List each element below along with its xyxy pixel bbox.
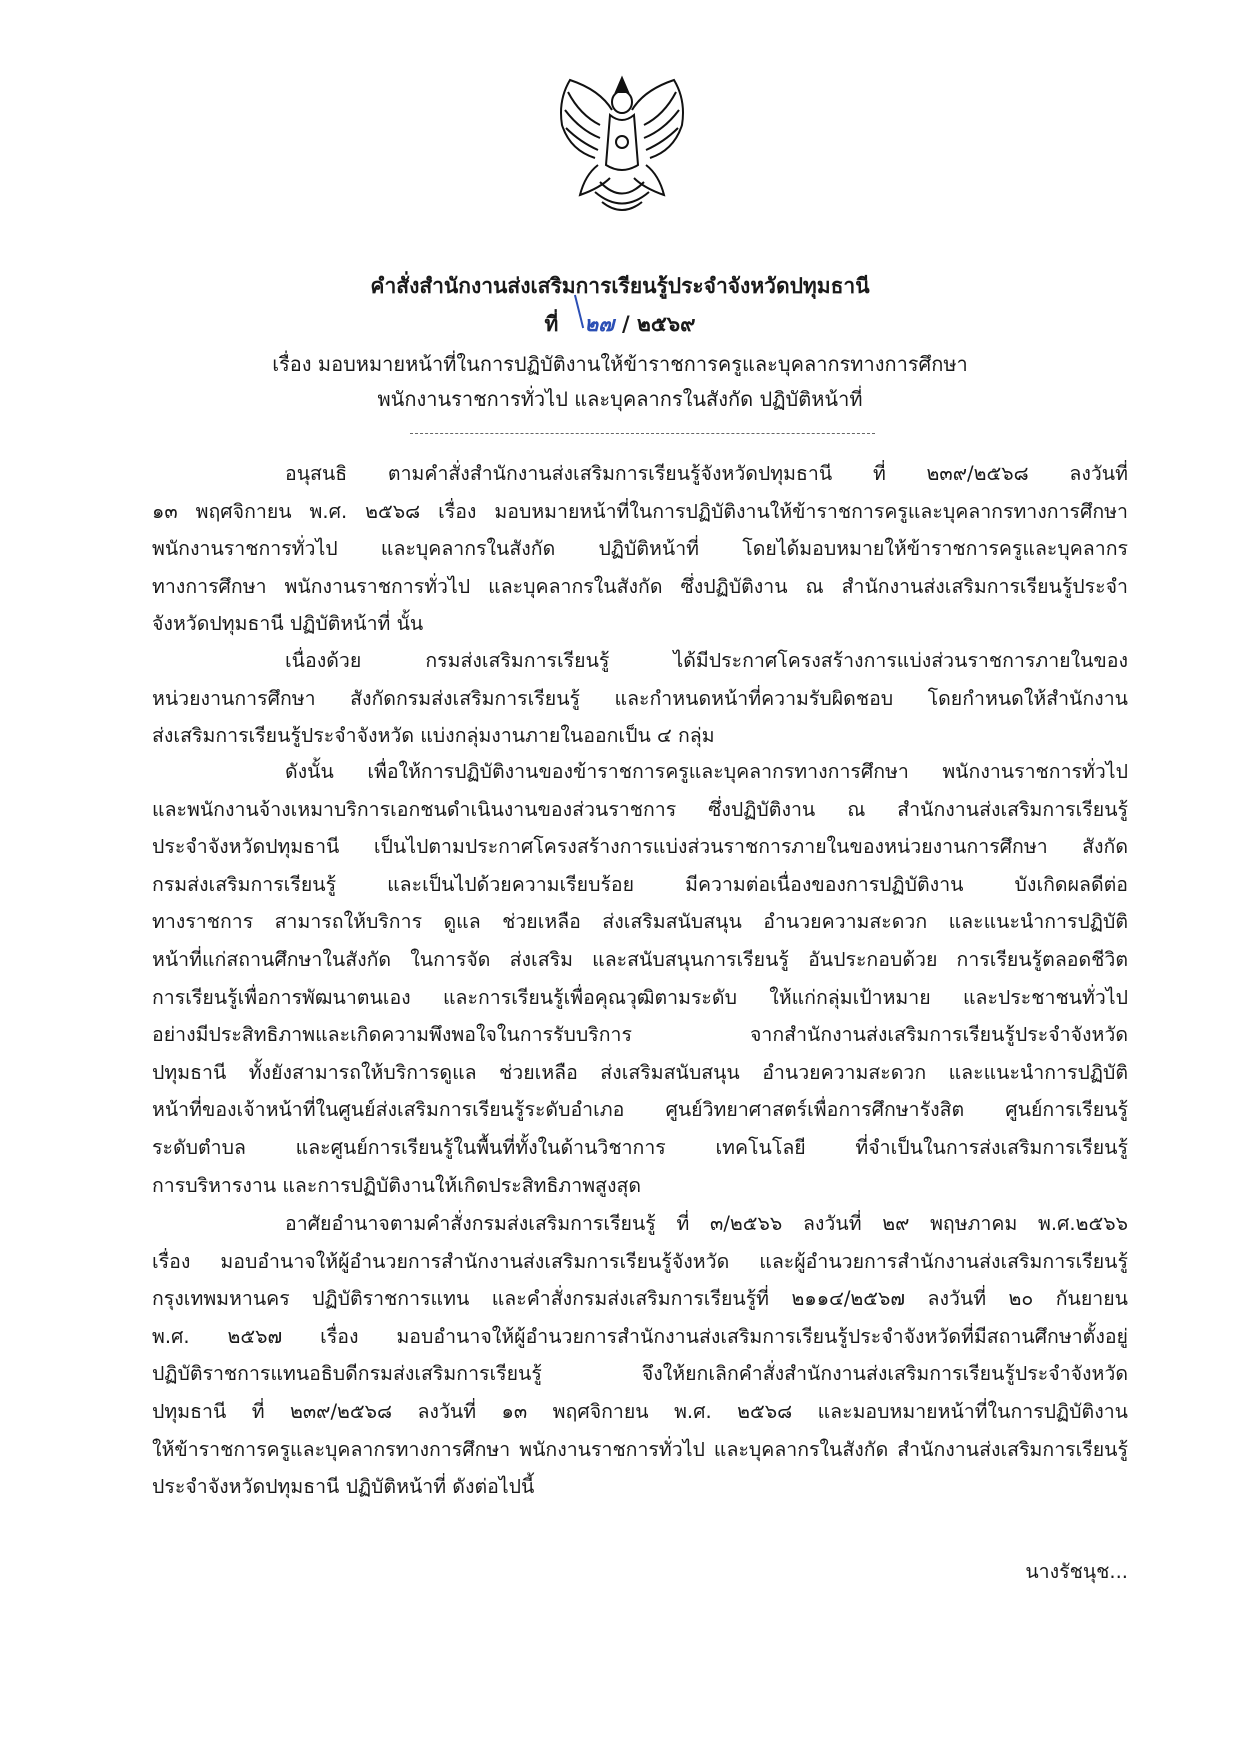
- paragraph-line: กรุงเทพมหานคร ปฏิบัติราชการแทน และคำสั่งกรมส่งเสริมการเรียนรู้ที่ ๒๑๑๔/๒๕๖๗ ลงวันที่ ๒๐ กันยายน: [152, 1287, 1128, 1311]
- paragraph-line: ๑๓ พฤศจิกายน พ.ศ. ๒๕๖๘ เรื่อง มอบหมายหน้าที่ในการปฏิบัติงานให้ข้าราชการครูและบุคลากรทางการศึกษา: [152, 499, 1128, 523]
- paragraph-line: ส่งเสริมการเรียนรู้ประจำจังหวัด แบ่งกลุ่มงานภายในออกเป็น ๔ กลุ่ม: [152, 724, 715, 748]
- paragraph-line: อาศัยอำนาจตามคำสั่งกรมส่งเสริมการเรียนรู้ ที่ ๓/๒๕๖๖ ลงวันที่ ๒๙ พฤษภาคม พ.ศ.๒๕๖๖: [285, 1212, 1128, 1235]
- paragraph-line: หน้าที่ของเจ้าหน้าที่ในศูนย์ส่งเสริมการเรียนรู้ระดับอำเภอ ศูนย์วิทยาศาสตร์เพื่อการศึกษารังสิต ศูนย์การเรียนรู้: [152, 1098, 1128, 1122]
- paragraph-line: กรมส่งเสริมการเรียนรู้ และเป็นไปด้วยความเรียบร้อย มีความต่อเนื่องของการปฏิบัติงาน บังเกิดผลดีต่อ: [152, 872, 1128, 896]
- paragraph-line: เนื่องด้วย กรมส่งเสริมการเรียนรู้ ได้มีประกาศโครงสร้างการแบ่งส่วนราชการภายในของ: [285, 649, 1128, 672]
- paragraph-line: เรื่อง มอบอำนาจให้ผู้อำนวยการสำนักงานส่งเสริมการเรียนรู้จังหวัด และผู้อำนวยการสำนักงานส่งเสริมการเรียนรู้: [152, 1249, 1128, 1273]
- paragraph-line: ระดับตำบล และศูนย์การเรียนรู้ในพื้นที่ทั้งในด้านวิชาการ เทคโนโลยี ที่จำเป็นในการส่งเสริมการเรียนรู้: [152, 1136, 1128, 1159]
- order-number: [0, 308, 1240, 341]
- paragraph-line: พนักงานราชการทั่วไป และบุคลากรในสังกัด ปฏิบัติหน้าที่ โดยได้มอบหมายให้ข้าราชการครูและบุคลากร: [152, 537, 1128, 561]
- paragraph-line: การบริหารงาน และการปฏิบัติงานให้เกิดประสิทธิภาพสูงสุด: [152, 1173, 642, 1197]
- page-continuation: นางรัชนุช...: [1025, 1560, 1128, 1583]
- paragraph-line: และพนักงานจ้างเหมาบริการเอกชนดำเนินงานของส่วนราชการ ซึ่งปฏิบัติงาน ณ สำนักงานส่งเสริมการเรียนรู้: [152, 797, 1128, 821]
- subject-line-1: เรื่อง มอบหมายหน้าที่ในการปฏิบัติงานให้ข้าราชการครูและบุคลากรทางการศึกษา: [272, 352, 968, 376]
- subject-line-2: พนักงานราชการทั่วไป และบุคลากรในสังกัด ปฏิบัติหน้าที่: [377, 387, 863, 411]
- paragraph-line: หน่วยงานการศึกษา สังกัดกรมส่งเสริมการเรียนรู้ และกำหนดหน้าที่ความรับผิดชอบ โดยกำหนดให้สำนักงาน: [152, 686, 1128, 710]
- paragraph-line: อย่างมีประสิทธิภาพและเกิดความพึงพอใจในการรับบริการ จากสำนักงานส่งเสริมการเรียนรู้ประจำจังหวัด: [152, 1023, 1128, 1047]
- paragraph-line: ดังนั้น เพื่อให้การปฏิบัติงานของข้าราชการครูและบุคลากรทางการศึกษา พนักงานราชการทั่วไป: [285, 760, 1128, 783]
- paragraph-line: ประจำจังหวัดปทุมธานี เป็นไปตามประกาศโครงสร้างการแบ่งส่วนราชการภายในของหน่วยงานการศึกษา สังกัด: [152, 835, 1128, 859]
- paragraph-line: ทางราชการ สามารถให้บริการ ดูแล ช่วยเหลือ ส่งเสริมสนับสนุน อำนวยความสะดวก และแนะนำการปฏิบัติ: [152, 910, 1128, 934]
- paragraph-line: หน้าที่แก่สถานศึกษาในสังกัด ในการจัด ส่งเสริม และสนับสนุนการเรียนรู้ อันประกอบด้วย การเรียนรู้ตลอดชีวิต: [152, 948, 1128, 971]
- paragraph-line: ประจำจังหวัดปทุมธานี ปฏิบัติหน้าที่ ดังต่อไปนี้: [152, 1475, 535, 1499]
- paragraph-line: จังหวัดปทุมธานี ปฏิบัติหน้าที่ นั้น: [152, 612, 424, 636]
- order-year: / ๒๕๖๙: [622, 312, 696, 336]
- paragraph-line: การเรียนรู้เพื่อการพัฒนาตนเอง และการเรียนรู้เพื่อคุณวุฒิตามระดับ ให้แก่กลุ่มเป้าหมาย และประชาชนทั่วไป: [152, 985, 1128, 1009]
- paragraph-line: ปทุมธานี ที่ ๒๓๙/๒๕๖๘ ลงวันที่ ๑๓ พฤศจิกายน พ.ศ. ๒๕๖๘ และมอบหมายหน้าที่ในการปฏิบัติงาน: [152, 1400, 1128, 1423]
- handwritten-order-number: ๒๗: [584, 308, 614, 341]
- paragraph-line: ให้ข้าราชการครูและบุคลากรทางการศึกษา พนักงานราชการทั่วไป และบุคลากรในสังกัด สำนักงานส่งเสริมการเรียนรู้: [152, 1437, 1128, 1461]
- paragraph-line: พ.ศ. ๒๕๖๗ เรื่อง มอบอำนาจให้ผู้อำนวยการสำนักงานส่งเสริมการเรียนรู้ประจำจังหวัดที่มีสถานศึกษาตั้งอยู่: [152, 1324, 1128, 1348]
- paragraph-line: อนุสนธิ ตามคำสั่งสำนักงานส่งเสริมการเรียนรู้จังหวัดปทุมธานี ที่ ๒๓๙/๒๕๖๘ ลงวันที่: [285, 462, 1128, 485]
- paragraph-line: ปฏิบัติราชการแทนอธิบดีกรมส่งเสริมการเรียนรู้ จึงให้ยกเลิกคำสั่งสำนักงานส่งเสริมการเรียนรู้ประจำจังหวัด: [152, 1362, 1128, 1386]
- order-title: คำสั่งสำนักงานส่งเสริมการเรียนรู้ประจำจังหวัดปทุมธานี: [370, 274, 870, 298]
- paragraph-line: ปทุมธานี ทั้งยังสามารถให้บริการดูแล ช่วยเหลือ ส่งเสริมสนับสนุน อำนวยความสะดวก และแนะนำการปฏิบัติ: [152, 1060, 1128, 1084]
- garuda-emblem-icon: [540, 70, 705, 220]
- order-number-label: ที่: [544, 312, 559, 336]
- divider: [410, 433, 875, 434]
- paragraph-line: ทางการศึกษา พนักงานราชการทั่วไป และบุคลากรในสังกัด ซึ่งปฏิบัติงาน ณ สำนักงานส่งเสริมการเรียนรู้ประจำ: [152, 574, 1129, 598]
